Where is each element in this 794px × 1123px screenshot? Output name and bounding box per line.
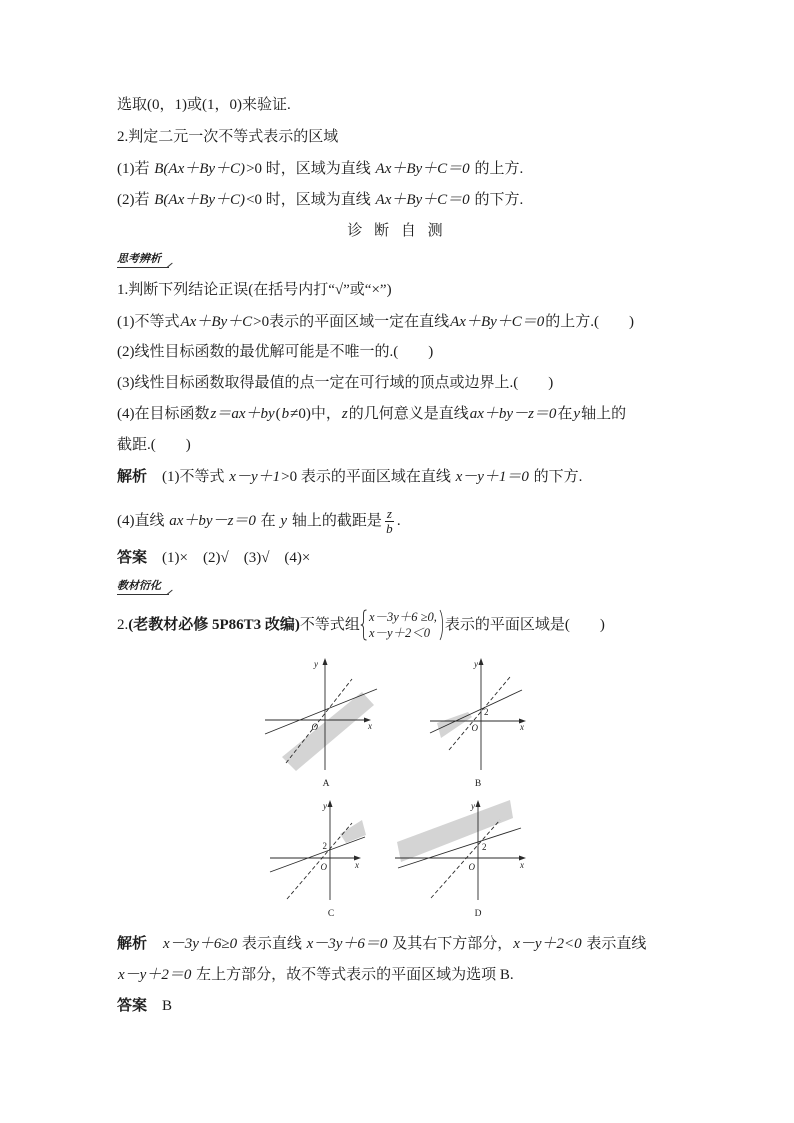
figure-a-shaded-region xyxy=(282,692,374,771)
figure-a-caption: A xyxy=(322,779,330,789)
question-1-item-3: (3)线性目标函数取得最值的点一定在可行域的顶点或边界上.( ) xyxy=(117,375,554,391)
item-text: 在 xyxy=(557,406,573,422)
figure-b-origin-label: O xyxy=(471,723,478,733)
rule-lower-text: (2)若 xyxy=(117,192,154,208)
left-brace-icon xyxy=(360,609,368,641)
figure-c-y-label: y xyxy=(323,801,327,811)
figure-d-shaded-region xyxy=(397,800,513,862)
item-text: 轴上的 xyxy=(581,406,627,422)
rule-lower-text: 的下方. xyxy=(470,192,524,208)
intro-heading: 2.判定二元一次不等式表示的区域 xyxy=(117,129,339,145)
figure-b-caption: B xyxy=(474,779,482,789)
figure-d-origin-label: O xyxy=(468,862,475,872)
figure-d xyxy=(390,795,530,922)
item-variable: z xyxy=(341,406,348,422)
figure-d-intercept-label: 2 xyxy=(482,842,487,852)
figure-a-origin-label: O xyxy=(311,722,318,732)
fraction-denominator: b xyxy=(386,521,393,536)
question-2-stem xyxy=(117,607,605,643)
solution-text: 表示直线 xyxy=(238,936,306,952)
figure-c-caption: C xyxy=(327,909,335,919)
question-source: (老教材必修 5P86T3 改编) xyxy=(128,617,300,633)
solution-expression: x－3y＋6≥0 xyxy=(163,936,238,952)
item-text: ≠0)中， xyxy=(290,406,341,422)
rule-lower-region xyxy=(117,189,523,211)
item-text: (1)不等式 xyxy=(117,314,180,330)
solution-expression: x－y＋1＝0 xyxy=(455,469,529,485)
solution-text: >0 表示的平面区域在直线 xyxy=(281,469,455,485)
rule-upper-expression: B(Ax＋By＋C) xyxy=(154,161,246,177)
fraction-numerator: z xyxy=(386,506,392,521)
item-expression: ax＋by－z＝0 xyxy=(469,406,557,422)
item-text: >0表示的平面区域一定在直线 xyxy=(253,314,450,330)
solution-expression: x－3y＋6＝0 xyxy=(306,936,388,952)
solution-text: . xyxy=(396,512,401,529)
answer-label: 答案 xyxy=(117,998,148,1014)
figure-a-y-arrow-icon xyxy=(323,658,328,665)
figure-d-caption: D xyxy=(474,909,482,919)
figure-d-y-label: y xyxy=(471,801,475,811)
figure-b-x-label: x xyxy=(520,722,524,732)
item-text: (4)在目标函数 xyxy=(117,406,210,422)
question-1-answer xyxy=(117,547,310,569)
item-expression: Ax＋By＋C＝0 xyxy=(450,314,545,330)
rule-upper-text: >0 时，区域为直线 xyxy=(246,161,375,177)
figure-d-x-label: x xyxy=(520,860,524,870)
inequality-row-1: x－3y＋6 ≥0, xyxy=(368,610,437,624)
solution-expression: x－y＋2<0 xyxy=(513,936,582,952)
question-number: 2. xyxy=(117,617,129,633)
figure-d-y-arrow-icon xyxy=(476,800,481,807)
tag-textbook: 教材衍化 xyxy=(117,580,169,595)
rule-upper-region xyxy=(117,158,523,180)
question-2-solution-line-2 xyxy=(117,964,514,986)
question-1-item-1 xyxy=(117,311,634,333)
solution-expression: x－y＋1 xyxy=(229,469,281,485)
figure-c-dashed-line xyxy=(287,823,352,899)
question-1-title: 1.判断下列结论正误(在括号内打“√”或“×”) xyxy=(117,282,392,298)
figure-a-y-label: y xyxy=(314,659,318,669)
solution-text: 在 xyxy=(256,512,280,529)
item-text: ( xyxy=(275,406,281,422)
figure-a xyxy=(258,652,383,792)
figure-a-x-label: x xyxy=(368,721,372,731)
rule-upper-line-equation: Ax＋By＋C＝0 xyxy=(375,161,470,177)
question-1-item-2: (2)线性目标函数的最优解可能是不唯一的.( ) xyxy=(117,344,434,360)
question-text: 表示的平面区域是( ) xyxy=(444,617,605,633)
solution-variable: y xyxy=(280,512,288,529)
solution-text: 轴上的截距是 xyxy=(288,512,382,529)
answer-label: 答案 xyxy=(117,550,148,566)
figure-c-intercept-label: 2 xyxy=(322,841,327,851)
solution-label: 解析 xyxy=(117,469,148,485)
question-1-item-4-continued: 截距.( ) xyxy=(117,437,191,453)
solution-text: 表示直线 xyxy=(582,936,647,952)
solution-expression: x－y＋2＝0 xyxy=(118,967,192,983)
answer-text: B xyxy=(162,998,173,1014)
rule-lower-expression: B(Ax＋By＋C) xyxy=(154,192,246,208)
figure-c-origin-label: O xyxy=(320,862,327,872)
solution-text: 的下方. xyxy=(529,469,583,485)
figure-c-shaded-region xyxy=(340,820,366,843)
item-expression: Ax＋By＋C xyxy=(180,314,253,330)
item-variable: y xyxy=(573,406,581,422)
figure-b-intercept-label: 2 xyxy=(484,707,489,717)
rule-lower-text: <0 时，区域为直线 xyxy=(246,192,375,208)
solution-text: 左上方部分，故不等式表示的平面区域为选项 B. xyxy=(192,967,514,983)
item-variable: b xyxy=(281,406,290,422)
intro-line: 选取(0，1)或(1，0)来验证. xyxy=(117,97,291,113)
solution-expression: ax＋by－z＝0 xyxy=(169,512,256,529)
figure-b-y-label: y xyxy=(474,659,478,669)
section-title: 诊 断 自 测 xyxy=(347,223,447,239)
figure-c-x-label: x xyxy=(355,860,359,870)
question-text: 不等式组 xyxy=(299,617,360,633)
figure-c-y-arrow-icon xyxy=(328,800,333,807)
answer-text: (1)× (2)√ (3)√ (4)× xyxy=(162,550,311,566)
question-1-solution-line-1 xyxy=(117,466,582,488)
figure-b xyxy=(425,652,530,792)
figure-b-y-arrow-icon xyxy=(479,658,484,665)
tag-thinking: 思考辨析 xyxy=(117,253,169,268)
solution-text: (4)直线 xyxy=(117,512,169,529)
intercept-fraction xyxy=(384,507,395,536)
solution-label: 解析 xyxy=(117,936,148,952)
rule-upper-text: (1)若 xyxy=(117,161,154,177)
rule-lower-line-equation: Ax＋By＋C＝0 xyxy=(375,192,470,208)
figure-c xyxy=(262,795,372,922)
item-expression: z＝ax＋by xyxy=(210,406,275,422)
solution-text: 及其右下方部分， xyxy=(388,936,513,952)
item-text: 的上方.( ) xyxy=(545,314,635,330)
figure-b-dashed-line xyxy=(449,677,510,750)
inequality-row-2: x－y＋2＜0 xyxy=(368,626,431,640)
question-1-item-4 xyxy=(117,403,626,425)
question-2-answer xyxy=(117,995,172,1017)
question-1-solution-line-4 xyxy=(117,507,401,536)
inequality-system xyxy=(369,609,437,641)
item-text: 的几何意义是直线 xyxy=(348,406,469,422)
question-2-solution-line-1 xyxy=(117,933,646,955)
rule-upper-text: 的上方. xyxy=(470,161,524,177)
figure-c-solid-line xyxy=(270,837,365,872)
solution-text: (1)不等式 xyxy=(162,469,229,485)
